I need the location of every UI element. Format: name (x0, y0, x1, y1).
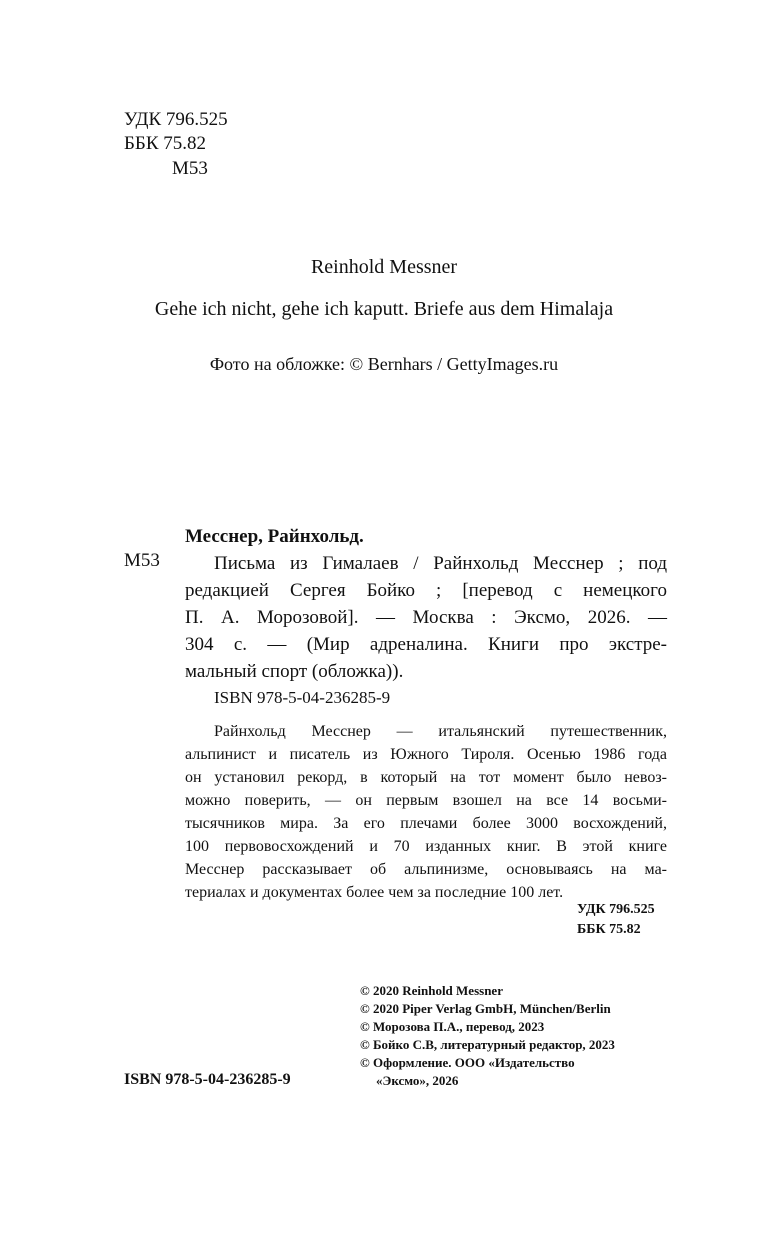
bibliographic-author-heading: Месснер, Райнхольд. (185, 526, 364, 547)
annotation-line: он установил рекорд, в который на тот момент было невоз- (185, 769, 667, 786)
original-author: Reinhold Messner (310, 256, 458, 278)
copyright-line: © 2020 Reinhold Messner (360, 983, 503, 998)
annotation-line: териалах и документах более чем за последние 100 лет. (185, 884, 564, 901)
bibliographic-line: 304 с. — (Мир адреналина. Книги про экстре- (185, 634, 667, 655)
annotation-line: 100 первовосхождений и 70 изданных книг. В этой книге (185, 838, 667, 855)
bbk-code-bottom: ББК 75.82 (577, 922, 641, 937)
bibliographic-line: редакцией Сергея Бойко ; [перевод с немецкого (185, 580, 667, 601)
annotation (185, 720, 667, 904)
copyright-line: © Морозова П.А., перевод, 2023 (360, 1019, 545, 1034)
annotation-line: можно поверить, — он первым взошел на все 14 восьми- (185, 792, 667, 809)
bibliographic-description (185, 550, 667, 685)
copyright-line: © Бойко С.В, литературный редактор, 2023 (360, 1037, 615, 1052)
copyright-line: © Оформление. ООО «Издательство (360, 1055, 575, 1070)
bibliographic-isbn: ISBN 978-5-04-236285-9 (214, 688, 391, 707)
isbn-bottom: ISBN 978-5-04-236285-9 (124, 1071, 291, 1088)
copyright-line: © 2020 Piper Verlag GmbH, München/Berlin (360, 1001, 611, 1016)
copyright-line: «Эксмо», 2026 (376, 1073, 459, 1088)
annotation-line: Райнхольд Месснер — итальянский путешественник, (214, 723, 667, 740)
annotation-line: альпинист и писатель из Южного Тироля. Осенью 1986 года (185, 746, 667, 763)
annotation-line: Месснер рассказывает об альпинизме, основываясь на ма- (185, 861, 667, 878)
bbk-code-top: ББК 75.82 (124, 133, 206, 154)
author-mark-top: М53 (172, 158, 208, 179)
bibliographic-line: П. А. Морозовой]. — Москва : Эксмо, 2026. — (185, 607, 667, 628)
bibliographic-author-mark: М53 (124, 550, 160, 571)
udk-code-bottom: УДК 796.525 (577, 902, 655, 917)
udk-code-top: УДК 796.525 (124, 109, 228, 130)
original-title: Gehe ich nicht, gehe ich kaputt. Briefe aus dem Himalaja (154, 298, 614, 320)
bibliographic-line: мальный спорт (обложка)). (185, 661, 404, 682)
bibliographic-line: Письма из Гималаев / Райнхольд Месснер ; под (214, 553, 667, 574)
copyright-block (360, 982, 615, 1090)
annotation-line: тысячников мира. За его плечами более 3000 восхождений, (185, 815, 667, 832)
cover-photo-credit: Фото на обложке: © Bernhars / GettyImages.ru (209, 354, 559, 374)
